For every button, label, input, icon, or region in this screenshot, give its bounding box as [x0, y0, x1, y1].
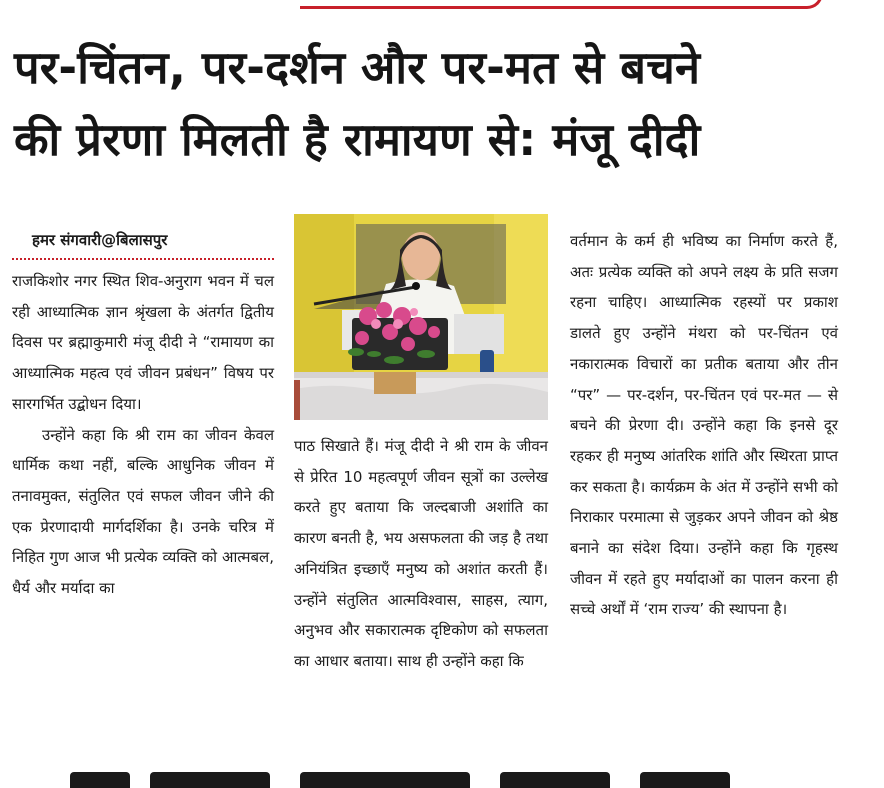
- headline-line-1: पर-चिंतन, पर-दर्शन और पर-मत से बचने: [14, 41, 701, 94]
- column-1-paragraph-1: राजकिशोर नगर स्थित शिव-अनुराग भवन में चल रही आध्यात्मिक ज्ञान श्रृंखला के अंतर्गत द्वितीय दिवस पर ब्रह्माकुमारी मंजू दीदी ने “रामायण का आध्यात्मिक महत्व एवं जीवन प्रबंधन” विषय पर सारगर्भित उद्बोधन दिया।: [12, 272, 274, 413]
- column-1-paragraph-2: उन्होंने कहा कि श्री राम का जीवन केवल धार्मिक कथा नहीं, बल्कि आधुनिक जीवन में तनावमुक्त, संतुलित एवं सफल जीवन जीने की एक प्रेरणादायी मार्गदर्शिका है। उनके चरित्र में निहित गुण आज भी प्रत्येक व्यक्ति को आत्मबल, धैर्य और मर्यादा का: [12, 425, 274, 598]
- article-headline: [14, 32, 874, 176]
- article-column-1: [12, 226, 274, 604]
- column-2-paragraph-1: पाठ सिखाते हैं। मंजू दीदी ने श्री राम के जीवन से प्रेरित 10 महत्वपूर्ण जीवन सूत्रों का उल्लेख करते हुए बताया कि जल्दबाजी अशांति का कारण बनती है, भय असफलता की जड़ है तथा अनियंत्रित इच्छाएँ मनुष्य को अशांत करती हैं। उन्होंने संतुलित आत्मविश्वास, साहस, त्याग, अनुभव और सकारात्मक दृष्टिकोण को सफलता का आधार बताया। साथ ही उन्होंने कहा कि: [294, 437, 548, 670]
- top-border-curve: [300, 0, 823, 9]
- cutoff-glyph: [500, 772, 610, 788]
- cutoff-glyph: [640, 772, 730, 788]
- cutoff-glyph: [300, 772, 470, 788]
- next-headline-cutoff: [0, 772, 884, 788]
- cutoff-glyph: [150, 772, 270, 788]
- byline: हमर संगवारी@बिलासपुर: [12, 226, 274, 260]
- article-column-3: [570, 226, 838, 625]
- headline-line-2: की प्रेरणा मिलती है रामायण से: मंजू दीदी: [14, 113, 701, 166]
- speaker-portrait-photo-icon: [294, 214, 548, 420]
- cutoff-glyph: [70, 772, 130, 788]
- top-border-decoration: [0, 0, 884, 10]
- article-column-2: [294, 431, 548, 677]
- column-3-paragraph-1: वर्तमान के कर्म ही भविष्य का निर्माण करते हैं, अतः प्रत्येक व्यक्ति को अपने लक्ष्य के प्रति सजग रहना चाहिए। आध्यात्मिक रहस्यों पर प्रकाश डालते हुए उन्होंने मंथरा को पर-चिंतन एवं नकारात्मक विचारों का प्रतीक बताया और तीन “पर” — पर-दर्शन, पर-चिंतन एवं पर-मत — से बचने की प्रेरणा दी। उन्होंने कहा कि इनसे दूर रहकर ही मनुष्य आंतरिक शांति और स्थिरता प्राप्त कर सकता है। कार्यक्रम के अंत में उन्होंने सभी को निराकार परमात्मा से जुड़कर अपने जीवन को श्रेष्ठ बनाने का संदेश दिया। उन्होंने कहा कि गृहस्थ जीवन में रहते हुए मर्यादाओं का पालन करना ही सच्चे अर्थों में ‘राम राज्य’ की स्थापना है।: [570, 232, 838, 619]
- speaker-photo: [294, 214, 548, 420]
